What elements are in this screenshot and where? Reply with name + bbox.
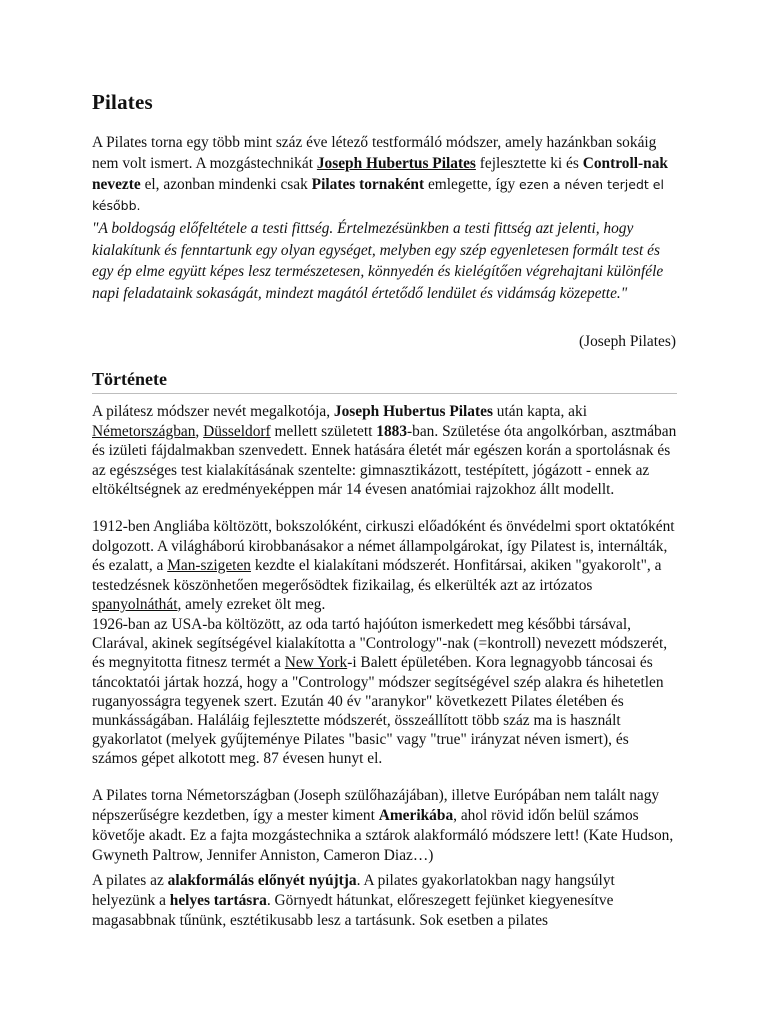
p1-text-3: , <box>195 422 204 440</box>
p2-text-3: , amely ezreket ölt meg. <box>177 596 326 613</box>
tornakent-bold: Pilates tornaként <box>311 176 425 193</box>
section-heading-tortenete: Története <box>92 369 677 394</box>
history-paragraph-3 <box>92 615 677 769</box>
history-paragraph-2 <box>92 517 677 615</box>
quote-citation: (Joseph Pilates) <box>578 333 676 350</box>
p1-text-1: A pilátesz módszer nevét megalkotója, <box>92 403 334 420</box>
new-york-link[interactable]: New York <box>284 654 348 672</box>
amerika-bold: Amerikába <box>378 807 454 824</box>
page-title: Pilates <box>92 90 153 114</box>
alakformalas-bold: alakformálás előnyét nyújtja <box>167 872 357 889</box>
spanyolnatha-link[interactable]: spanyolnáthát <box>92 596 178 613</box>
p1-text-4: mellett született <box>270 422 377 440</box>
p3-text-2: -i Balett épületében. Kora legnagyobb táncosai és táncoktatói jártak hozzá, hogy a "Contrology" módszer segítségével szép alakra és hihetetlen ruganyosságra tegyenek szert. Ezután 40 év "aranykor" következett Pilates életében és munkásságában. Haláláig fejlesztette módszerét, összeállított több száz ma is használt gyakorlatot (melyek gyűjteménye Pilates "basic" vagy "true" irányzat néven ismert), és számos gépet alkotott meg. 87 évesen hunyt el. <box>92 654 664 768</box>
p4-text-2: , ahol rövid időn belül számos követője akadt. Ez a fajta mozgástechnika a sztárok alakformáló módszere lett! (Kate Hudson, Gwyneth Paltrow, Jennifer Anniston, Cameron Diaz…) <box>92 807 674 864</box>
intro-text-5: ezen a néven terjedt el később. <box>92 177 664 213</box>
p3-text-1: 1926-ban az USA-ba költözött, az oda tartó hajóúton ismerkedett meg későbbi társával, Clarával, akinek segítségével kialakította a "Contrology"-nak (=kontroll) nevezett módszerét, és megnyitotta fitnesz termét a <box>92 616 668 672</box>
p5-text-1: A pilates az <box>92 872 168 889</box>
man-sziget-link[interactable]: Man-szigeten <box>167 557 251 574</box>
nemetorszag-link[interactable]: Németországban <box>92 422 196 440</box>
intro-text-3: el, azonban mindenki csak <box>140 176 312 193</box>
helyes-tartas-bold: helyes tartásra <box>169 892 267 909</box>
birth-year-bold: 1883 <box>376 422 408 440</box>
intro-paragraph <box>92 132 677 216</box>
p1-text-5: -ban. Születése óta angolkórban, asztmában és izületi fájdalmakban szenvedett. Ennek hatására életét már egészen korán a sportolásnak és az egészséges test kialakításának szentelte: gimnasztikázott, testépített, jógázott - ennek az eltökéltségnek az eredményeképpen már 14 évesen anatómiai rajzokhoz állt modellt. <box>92 422 677 498</box>
p1-name-bold: Joseph Hubertus Pilates <box>333 403 493 420</box>
p1-text-2: után kapta, aki <box>492 403 587 420</box>
pilates-quote: "A boldogság előfeltétele a testi fittség. Értelmezésünkben a testi fittség azt jelenti, hogy kialakítunk és fenntartunk egy olyan egységet, melyben egy szép egyenletesen formált test és egy ép elme együtt képes lesz természetesen, könnyedén és kielégítően végrehajtani különféle napi feladataink sokaságát, mindezt magától értetődő lendület és vidámság közepette." <box>92 220 664 302</box>
p2-text-2: kezdte el kialakítani módszerét. Honfitársai, akiken "gyakorolt", a testedzésnek köszönhetően megerősödtek fizikailag, és elkerülték azt az irtózatos <box>92 557 662 594</box>
history-paragraph-4 <box>92 786 677 866</box>
intro-text-1: A Pilates torna egy több mint száz éve létező testformáló módszer, amely hazánkban sokáig nem volt ismert. A mozgástechnikát <box>92 134 657 172</box>
p2-text-1: 1912-ben Angliába költözött, bokszolóként, cirkuszi előadóként és önvédelmi sport oktatóként dolgozott. A világháború kirobbanásakor a német állampolgárokat, így Pilatest is, internálták, és ezalatt, a <box>92 518 675 574</box>
p4-text-1: A Pilates torna Németországban (Joseph szülőhazájában), illetve Európában nem talált nagy népszerűségre kezdetben, így a mester kiment <box>92 787 660 824</box>
p5-text-3: . Görnyedt hátunkat, előreszegett fejünket kiegyenesítve magasabbnak tűnünk, esztétikusabb lesz a tartásunk. Sok esetben a pilates <box>92 892 614 929</box>
intro-text-2: fejlesztette ki és <box>475 155 583 172</box>
history-paragraph-1 <box>92 402 677 500</box>
controll-bold: Controll-nak nevezte <box>92 155 668 193</box>
joseph-pilates-link[interactable]: Joseph Hubertus Pilates <box>316 155 476 172</box>
dusseldorf-link[interactable]: Düsseldorf <box>203 422 271 440</box>
intro-text-4: emlegette, így <box>424 176 519 193</box>
p5-text-2: . A pilates gyakorlatokban nagy hangsúlyt helyezünk a <box>92 872 615 909</box>
benefits-paragraph <box>92 871 677 931</box>
